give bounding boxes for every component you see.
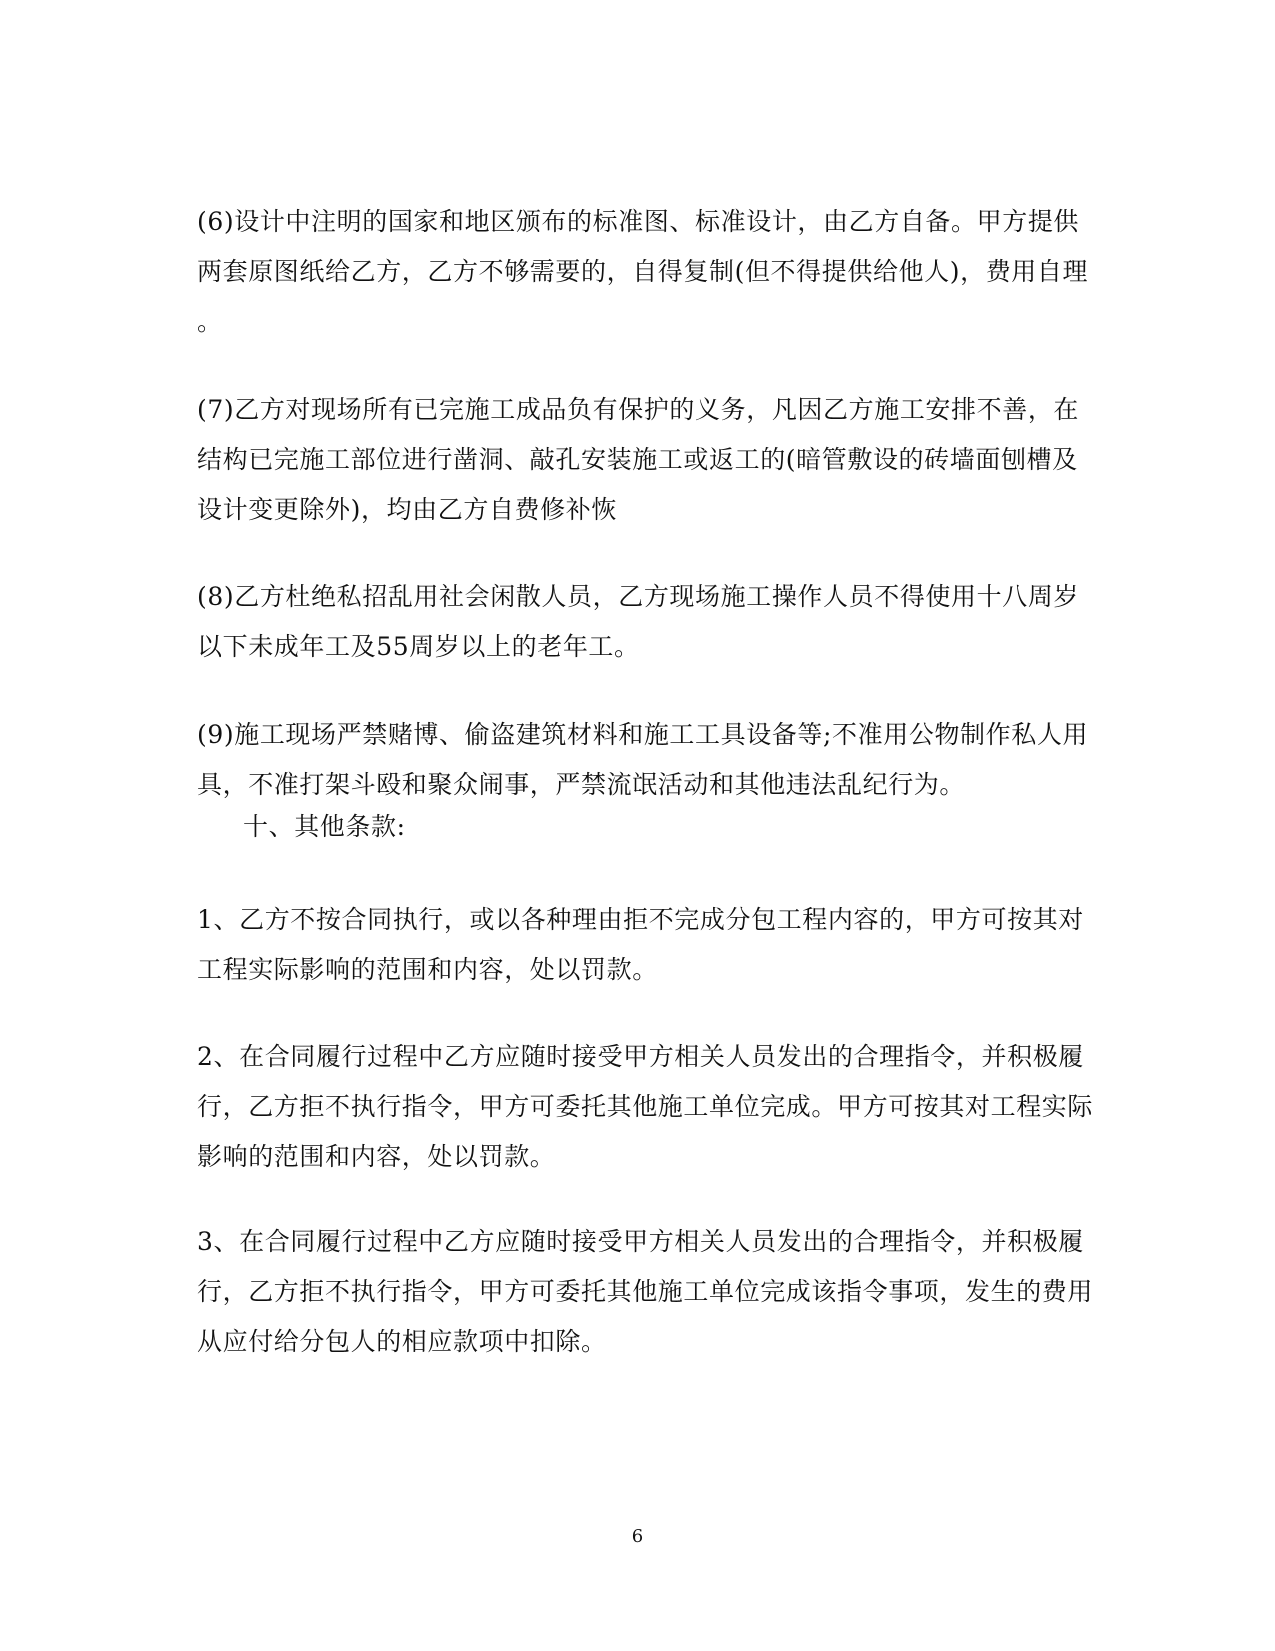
text-line: 行，乙方拒不执行指令，甲方可委托其他施工单位完成该指令事项，发生的费用	[197, 1277, 1094, 1306]
text-line: 3、在合同履行过程中乙方应随时接受甲方相关人员发出的合理指令，并积极履	[197, 1227, 1084, 1256]
text-line: 。	[197, 307, 223, 336]
text-line: 以下未成年工及55周岁以上的老年工。	[197, 632, 640, 661]
paragraph-clause-2	[197, 1032, 1094, 1182]
text-line: (9)施工现场严禁赌博、偷盗建筑材料和施工工具设备等;不准用公物制作私人用	[197, 720, 1089, 749]
text-line: 2、在合同履行过程中乙方应随时接受甲方相关人员发出的合理指令，并积极履	[197, 1042, 1084, 1071]
text-line: 影响的范围和内容，处以罚款。	[197, 1142, 556, 1171]
text-line: 从应付给分包人的相应款项中扣除。	[197, 1327, 607, 1356]
text-line: 具，不准打架斗殴和聚众闹事，严禁流氓活动和其他违法乱纪行为。	[197, 770, 966, 799]
text-line: 工程实际影响的范围和内容，处以罚款。	[197, 955, 658, 984]
text-line: 设计变更除外)，均由乙方自费修补恢	[197, 495, 617, 524]
text-line: (6)设计中注明的国家和地区颁布的标准图、标准设计，由乙方自备。甲方提供	[197, 207, 1080, 236]
paragraph-item-9	[197, 710, 1089, 810]
section-heading: 十、其他条款:	[243, 812, 406, 841]
text-line: (8)乙方杜绝私招乱用社会闲散人员，乙方现场施工操作人员不得使用十八周岁	[197, 582, 1080, 611]
text-line: 行，乙方拒不执行指令，甲方可委托其他施工单位完成。甲方可按其对工程实际	[197, 1092, 1094, 1121]
text-line: 两套原图纸给乙方，乙方不够需要的，自得复制(但不得提供给他人)，费用自理	[197, 257, 1089, 286]
text-line: 1、乙方不按合同执行，或以各种理由拒不完成分包工程内容的，甲方可按其对	[197, 905, 1084, 934]
text-line: (7)乙方对现场所有已完施工成品负有保护的义务，凡因乙方施工安排不善，在	[197, 395, 1080, 424]
paragraph-clause-1	[197, 895, 1084, 995]
paragraph-clause-3	[197, 1217, 1094, 1367]
text-line: 结构已完施工部位进行凿洞、敲孔安装施工或返工的(暗管敷设的砖墙面刨槽及	[197, 445, 1078, 474]
paragraph-item-7	[197, 385, 1080, 535]
paragraph-item-6	[197, 197, 1089, 347]
page-number: 6	[631, 1526, 644, 1547]
paragraph-item-8	[197, 572, 1080, 672]
